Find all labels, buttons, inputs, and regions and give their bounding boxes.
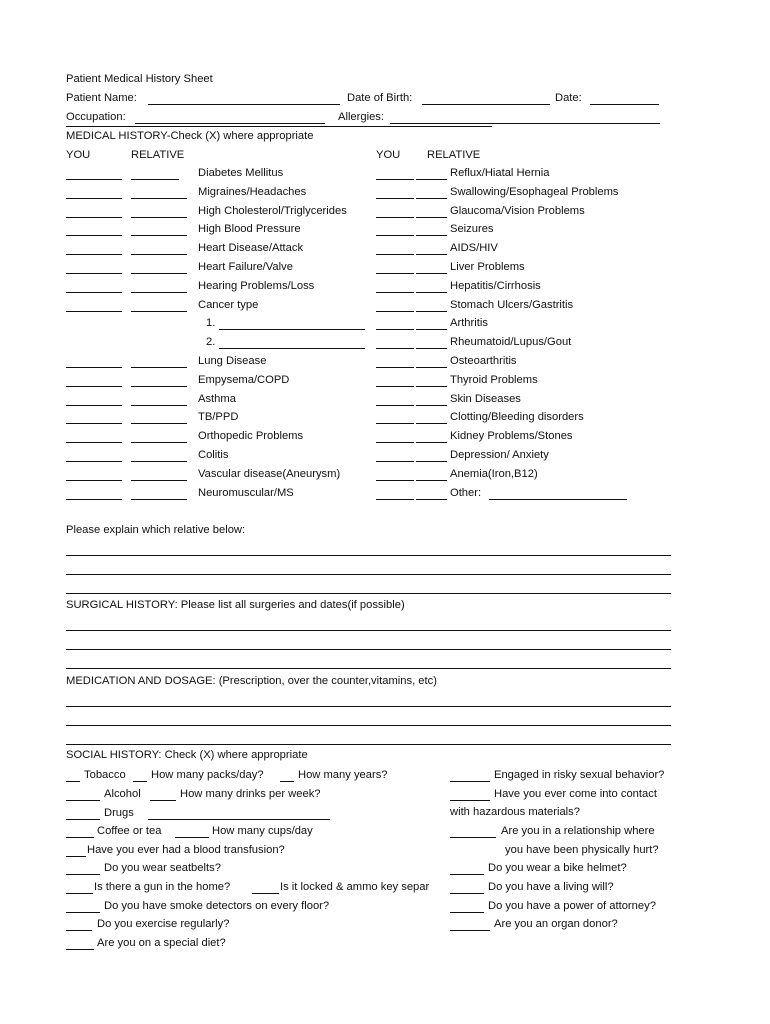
exercise-check[interactable] [66,930,92,931]
header-divider [66,126,492,127]
medical-condition-left: Neuromuscular/MS [198,486,294,499]
dob-label: Date of Birth: [347,92,413,104]
tobacco-packs-label: How many packs/day? [151,769,264,781]
coffee-label: Coffee or tea [97,825,162,837]
relative-right-checkbox[interactable] [416,405,447,406]
occupation-label: Occupation: [66,111,126,123]
medical-condition-left: Lung Disease [198,355,267,367]
medical-condition-right: Depression/ Anxiety [450,449,549,461]
medical-condition-right: Anemia(Iron,B12) [450,467,538,480]
you-left-checkbox[interactable] [66,311,122,312]
medical-condition-left: Colitis [198,449,229,461]
you-left-checkbox[interactable] [66,292,122,293]
relative-right-checkbox[interactable] [416,348,447,349]
relative-right-checkbox[interactable] [416,235,447,236]
relative-right-checkbox[interactable] [416,442,447,443]
you-right-checkbox[interactable] [376,386,414,387]
gun-check[interactable] [66,893,93,894]
relative-right-checkbox[interactable] [416,311,447,312]
special-diet-check[interactable] [66,949,94,950]
you-right-checkbox[interactable] [376,273,414,274]
power-of-attorney-label: Do you have a power of attorney? [488,900,656,912]
you-right-checkbox[interactable] [376,405,414,406]
tobacco-check[interactable] [66,781,80,782]
relative-explain-line-1[interactable] [66,555,671,556]
seatbelts-check[interactable] [66,874,100,875]
relative-left-checkbox[interactable] [131,405,187,406]
bike-helmet-label: Do you wear a bike helmet? [488,862,627,874]
tobacco-label: Tobacco [84,769,126,781]
transfusion-label: Have you ever had a blood transfusion? [87,844,285,856]
relative-left-checkbox[interactable] [131,386,187,387]
relative-left-checkbox[interactable] [131,254,187,255]
relative-right-checkbox[interactable] [416,329,447,330]
you-left-checkbox[interactable] [66,442,122,443]
gun-locked-check[interactable] [252,893,279,894]
hazard-label-2: with hazardous materials? [450,806,580,818]
surgical-line-3[interactable] [66,668,671,669]
surgical-history-heading: SURGICAL HISTORY: Please list all surgeries and dates(if possible) [66,599,405,611]
alcohol-check[interactable] [66,800,100,801]
you-right-checkbox[interactable] [376,311,414,312]
social-history-heading: SOCIAL HISTORY: Check (X) where appropriate [66,749,308,761]
medical-condition-left: Hearing Problems/Loss [198,279,315,292]
bike-helmet-check[interactable] [450,874,484,875]
coffee-cups-label: How many cups/day [212,825,313,837]
col-you-right: YOU [376,149,401,161]
medical-history-heading: MEDICAL HISTORY-Check (X) where appropriate [66,130,314,142]
drugs-check[interactable] [66,819,100,820]
medical-condition-right: Rheumatoid/Lupus/Gout [450,336,572,349]
occupation-field[interactable] [135,123,325,124]
hazard-check[interactable] [450,800,490,801]
relative-explain-label: Please explain which relative below: [66,524,246,536]
surgical-line-1[interactable] [66,630,671,631]
medical-condition-right: Arthritis [450,317,488,330]
relative-left-checkbox[interactable] [131,198,187,199]
alcohol-label: Alcohol [104,788,141,800]
relative-right-checkbox[interactable] [416,198,447,199]
medical-condition-left: High Blood Pressure [198,223,301,236]
transfusion-check[interactable] [66,856,86,857]
medical-condition-right: Skin Diseases [450,392,521,405]
relative-explain-line-3[interactable] [66,593,671,594]
relative-right-checkbox[interactable] [416,461,447,462]
relative-right-checkbox[interactable] [416,254,447,255]
coffee-cups-field[interactable] [175,837,209,838]
coffee-check[interactable] [66,837,94,838]
medical-condition-right: Reflux/Hiatal Hernia [450,167,550,179]
you-right-checkbox[interactable] [376,367,414,368]
allergies-field[interactable] [390,123,660,124]
cancer-type-number: 1. [206,317,216,330]
you-right-checkbox[interactable] [376,329,414,330]
relationship-label-1: Are you in a relationship where [501,825,655,837]
you-left-checkbox[interactable] [66,480,122,481]
you-left-checkbox[interactable] [66,499,122,500]
alcohol-drinks-field[interactable] [150,800,176,801]
you-right-checkbox[interactable] [376,292,414,293]
relationship-check[interactable] [450,837,496,838]
you-left-checkbox[interactable] [66,198,122,199]
you-left-checkbox[interactable] [66,386,122,387]
relationship-label-2: you have been physically hurt? [505,844,659,856]
col-relative-right: RELATIVE [427,149,481,161]
medical-condition-left: Migraines/Headaches [198,185,307,198]
relative-right-checkbox[interactable] [416,480,447,481]
gun-label: Is there a gun in the home? [94,881,231,893]
medical-condition-left: Vascular disease(Aneurysm) [198,467,341,480]
organ-donor-label: Are you an organ donor? [494,918,618,930]
you-right-checkbox[interactable] [376,198,414,199]
relative-right-checkbox[interactable] [416,499,447,500]
cancer-type-field[interactable] [219,348,365,349]
relative-right-checkbox[interactable] [416,386,447,387]
relative-right-checkbox[interactable] [416,367,447,368]
relative-left-checkbox[interactable] [131,235,187,236]
you-right-checkbox[interactable] [376,461,414,462]
medical-condition-left: Asthma [198,392,236,405]
patient-name-field[interactable] [148,104,340,105]
relative-left-checkbox[interactable] [131,179,179,180]
relative-left-checkbox[interactable] [131,461,187,462]
you-left-checkbox[interactable] [66,461,122,462]
you-right-checkbox[interactable] [376,442,414,443]
special-diet-label: Are you on a special diet? [97,937,226,949]
relative-right-checkbox[interactable] [416,179,447,180]
you-left-checkbox[interactable] [66,367,122,368]
hazard-label-1: Have you ever come into contact [494,788,657,800]
medical-condition-left: Diabetes Mellitus [198,167,284,179]
relative-left-checkbox[interactable] [131,292,187,293]
medical-condition-right: Kidney Problems/Stones [450,430,573,443]
exercise-label: Do you exercise regularly? [97,918,230,930]
you-right-checkbox[interactable] [376,423,414,424]
living-will-check[interactable] [450,893,484,894]
medication-line-3[interactable] [66,744,671,745]
gun-locked-label: Is it locked & ammo key separ [280,882,430,893]
relative-left-checkbox[interactable] [131,480,187,481]
you-left-checkbox[interactable] [66,405,122,406]
you-right-checkbox[interactable] [376,480,414,481]
alcohol-drinks-label: How many drinks per week? [180,788,321,800]
relative-left-checkbox[interactable] [131,499,187,500]
medical-condition-left: TB/PPD [198,411,239,424]
relative-left-checkbox[interactable] [131,311,187,312]
relative-right-checkbox[interactable] [416,292,447,293]
medical-condition-right: Liver Problems [450,261,525,273]
you-right-checkbox[interactable] [376,217,414,218]
date-field[interactable] [590,104,659,105]
medical-condition-right: Stomach Ulcers/Gastritis [450,298,574,311]
cancer-type-number: 2. [206,336,216,349]
medical-condition-left: High Cholesterol/Triglycerides [198,204,347,217]
tobacco-years-label: How many years? [298,769,388,781]
risky-behavior-label: Engaged in risky sexual behavior? [494,769,665,781]
you-left-checkbox[interactable] [66,235,122,236]
you-right-checkbox[interactable] [376,254,414,255]
you-left-checkbox[interactable] [66,254,122,255]
medical-condition-right: Osteoarthritis [450,355,517,367]
you-right-checkbox[interactable] [376,499,414,500]
medical-condition-right: Other: [450,486,482,499]
date-label: Date: [555,92,582,104]
medical-condition-left: Cancer type [198,298,259,311]
cancer-type-field[interactable] [219,329,365,330]
you-right-checkbox[interactable] [376,235,414,236]
you-left-checkbox[interactable] [66,179,122,180]
medical-condition-right: Clotting/Bleeding disorders [450,411,584,424]
risky-behavior-check[interactable] [450,781,490,782]
organ-donor-check[interactable] [450,930,490,931]
surgical-line-2[interactable] [66,649,671,650]
medical-condition-right: Seizures [450,223,494,236]
medical-condition-left: Heart Disease/Attack [198,242,304,255]
you-right-checkbox[interactable] [376,348,414,349]
relative-left-checkbox[interactable] [131,273,187,274]
medication-line-2[interactable] [66,725,671,726]
relative-explain-line-2[interactable] [66,574,671,575]
medication-line-1[interactable] [66,706,671,707]
medical-condition-right: Glaucoma/Vision Problems [450,204,585,217]
dob-field[interactable] [422,104,550,105]
smoke-detectors-check[interactable] [66,912,100,913]
drugs-label: Drugs [104,807,134,819]
medical-condition-right: Swallowing/Esophageal Problems [450,185,619,198]
page-title: Patient Medical History Sheet [66,73,213,85]
relative-left-checkbox[interactable] [131,217,187,218]
medication-heading: MEDICATION AND DOSAGE: (Prescription, over the counter,vitamins, etc) [66,675,437,687]
living-will-label: Do you have a living will? [488,881,614,893]
power-of-attorney-check[interactable] [450,912,484,913]
you-right-checkbox[interactable] [376,179,414,180]
you-left-checkbox[interactable] [66,423,122,424]
you-left-checkbox[interactable] [66,217,122,218]
drugs-field[interactable] [148,819,330,820]
relative-right-checkbox[interactable] [416,423,447,424]
medical-condition-left: Orthopedic Problems [198,430,304,443]
relative-right-checkbox[interactable] [416,273,447,274]
col-you-left: YOU [66,149,91,161]
patient-name-label: Patient Name: [66,92,137,104]
medical-condition-left: Empysema/COPD [198,373,290,386]
you-left-checkbox[interactable] [66,273,122,274]
col-relative-left: RELATIVE [131,149,185,161]
relative-right-checkbox[interactable] [416,217,447,218]
medical-condition-right: Hepatitis/Cirrhosis [450,279,541,292]
medical-condition-left: Heart Failure/Valve [198,261,293,273]
tobacco-years-field[interactable] [280,781,294,782]
relative-left-checkbox[interactable] [131,423,187,424]
medical-condition-right: Thyroid Problems [450,373,538,386]
tobacco-packs-field[interactable] [133,781,147,782]
relative-left-checkbox[interactable] [131,367,187,368]
relative-left-checkbox[interactable] [131,442,187,443]
smoke-detectors-label: Do you have smoke detectors on every floor? [104,900,330,912]
medical-condition-right: AIDS/HIV [450,242,498,255]
other-condition-field[interactable] [489,499,627,500]
seatbelts-label: Do you wear seatbelts? [104,862,221,874]
allergies-label: Allergies: [338,111,385,123]
